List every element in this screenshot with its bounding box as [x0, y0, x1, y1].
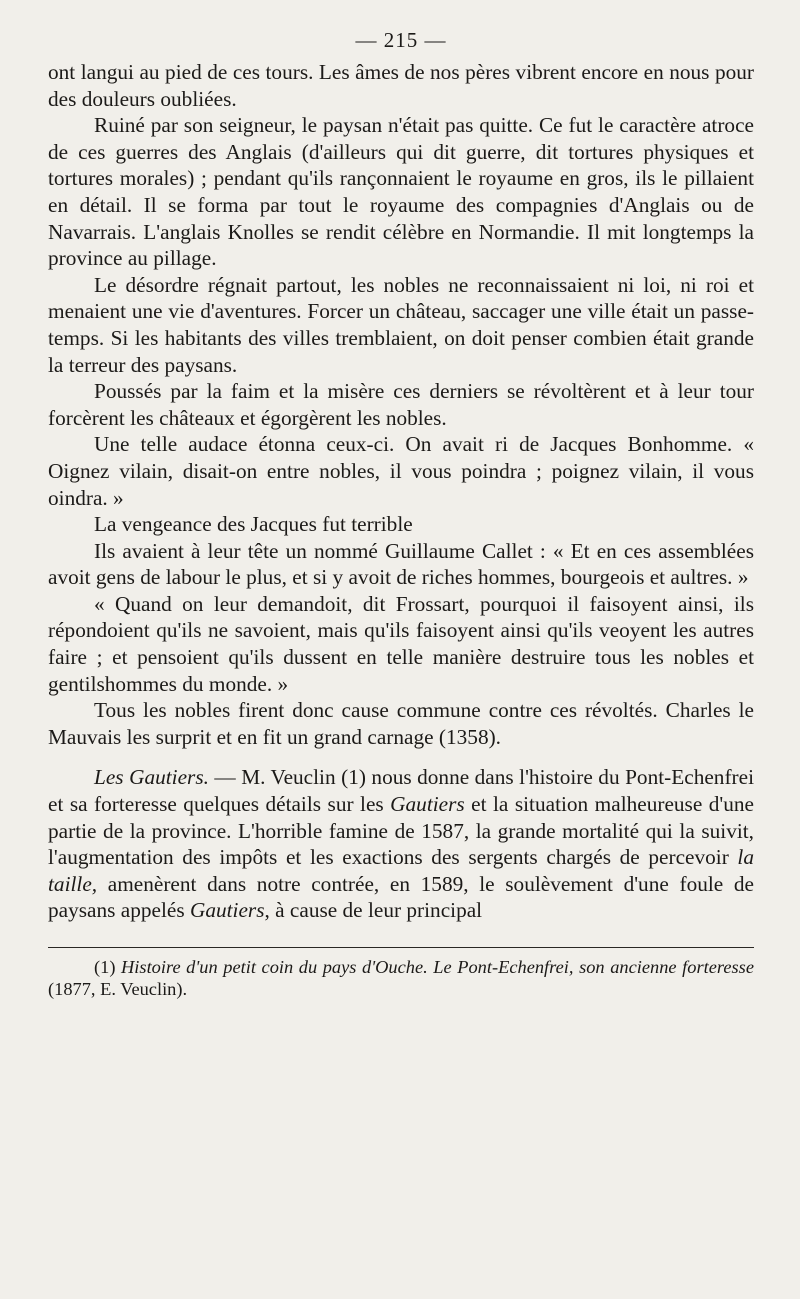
section-term-1: Gautiers [390, 792, 465, 817]
section-heading: Les Gautiers. [94, 765, 209, 790]
footnote [48, 956, 754, 1000]
paragraph-7: Ils avaient à leur tête un nommé Guillaume Callet : « Et en ces assemblées avoit gens de labour le plus, et si y avoit de riches hommes, bourgeois et aultres. » [48, 538, 754, 590]
footnote-divider [48, 947, 754, 948]
paragraph-5: Une telle audace étonna ceux-ci. On avait ri de Jacques Bonhomme. « Oignez vilain, disait-on entre nobles, il vous poindra ; poignez vilain, il vous oindra. » [48, 432, 754, 510]
footnote-source: (1877, E. Veuclin). [48, 979, 188, 999]
section-text-4: , à cause de leur principal [264, 898, 483, 923]
paragraph-1: ont langui au pied de ces tours. Les âmes de nos pères vibrent encore en nous pour des douleurs oubliées. [48, 60, 754, 111]
section-text-1: — M. Veuclin (1) nous donne dans l'histoire du Pont-Echenfrei et sa forteresse quelques détails sur les [48, 765, 754, 817]
section-term-2: la taille, [48, 845, 754, 896]
footnote-marker: (1) [94, 957, 122, 977]
section-term-3: Gautiers [189, 898, 265, 923]
paragraph-4: Poussés par la faim et la misère ces derniers se révoltèrent et à leur tour forcèrent les châteaux et égorgèrent les nobles. [48, 379, 754, 430]
paragraph-6: La vengeance des Jacques fut terrible [94, 512, 413, 537]
section-text-3: amenèrent dans notre contrée, en 1589, le soulèvement d'une foule de paysans appelés [48, 871, 754, 923]
footnote-title: Histoire d'un petit coin du pays d'Ouche. Le Pont-Echenfrei, son ancienne forteresse [121, 957, 754, 977]
body-text [48, 59, 754, 924]
section-gautiers [48, 764, 754, 924]
paragraph-2: Ruiné par son seigneur, le paysan n'était pas quitte. Ce fut le caractère atroce de ces guerres des Anglais (d'ailleurs qui dit guerre, dit tortures physiques et tortures morales) ; pendant qu'ils rançonnaient le royaume en gros, ils le pillaient en détail. Il se forma par tout le royaume des compagnies d'Anglais ou de Navarrais. L'anglais Knolles se rendit célèbre en Normandie. Il mit longtemps la province au pillage. [48, 113, 754, 271]
paragraph-8: « Quand on leur demandoit, dit Frossart, pourquoi il faisoyent ainsi, ils répondoient qu'ils ne savoient, mais qu'ils faisoyent ainsi qu'ils veoyent les autres faire ; et pensoient qu'ils dussent en telle manière destruire tous les nobles et gentilshommes du monde. » [48, 591, 754, 696]
paragraph-9: Tous les nobles firent donc cause commune contre ces révoltés. Charles le Mauvais les surprit et en fit un grand carnage (1358). [48, 698, 754, 749]
paragraph-3: Le désordre régnait partout, les nobles ne reconnaissaient ni loi, ni roi et menaient une vie d'aventures. Forcer un château, saccager une ville était un passe-temps. Si les habitants des villes tremblaient, on doit penser combien était grande la terreur des paysans. [48, 272, 754, 377]
section-text-2: et la situation malheureuse d'une partie de la province. L'horrible famine de 1587, la grande mortalité qui la suivit, l'augmentation des impôts et les exactions des sergents chargés de percevoir [48, 792, 754, 870]
page-number: — 215 — [355, 28, 447, 52]
